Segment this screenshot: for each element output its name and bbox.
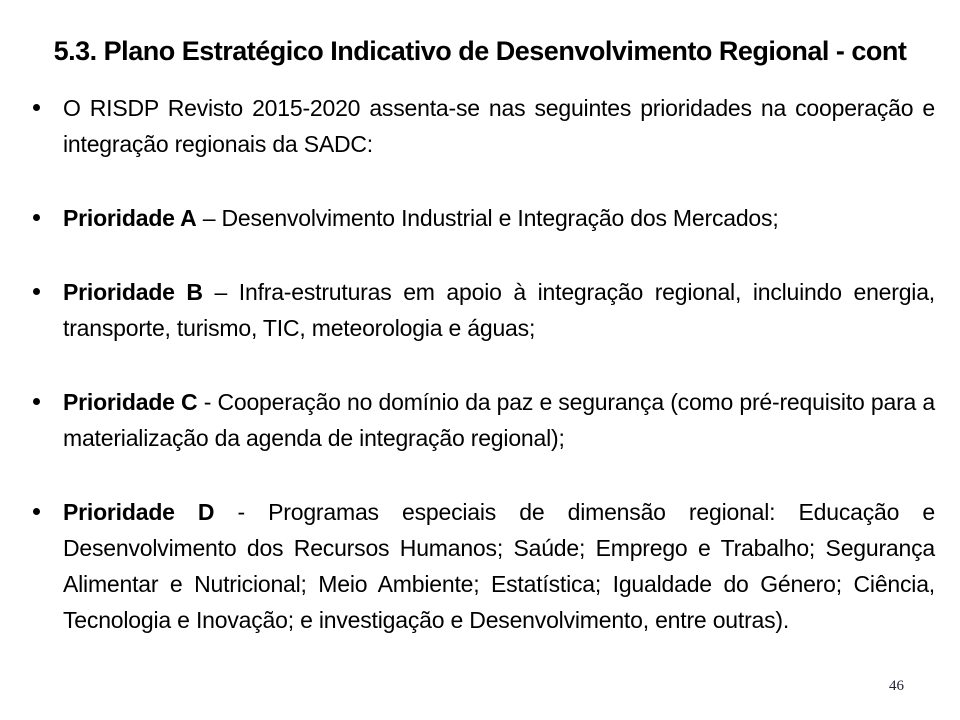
bullet-lead: Prioridade B (63, 279, 203, 305)
bullet-item-prioridade-a (30, 200, 935, 236)
bullet-text: - Programas especiais de dimensão regional: Educação e Desenvolvimento dos Recursos Humanos; Saúde; Emprego e Trabalho; Segurança Alimentar e Nutricional; Meio Ambiente; Estatística; Igualdade do Género; Ciência, Tecnologia e Inovação; e investigação e Desenvolvimento, entre outras). (63, 499, 935, 633)
bullet-text: – Infra-estruturas em apoio à integração regional, incluindo energia, transporte, turismo, TIC, meteorologia e águas; (63, 279, 935, 341)
bullet-icon (33, 288, 40, 295)
bullet-lead: Prioridade D (63, 499, 215, 525)
page-title: 5.3. Plano Estratégico Indicativo de Desenvolvimento Regional - cont (53, 36, 907, 66)
bullet-text: – Desenvolvimento Industrial e Integração dos Mercados; (196, 205, 779, 231)
bullet-icon (33, 508, 40, 515)
bullet-item-intro (30, 90, 935, 162)
page-number: 46 (889, 678, 904, 694)
bullet-icon (33, 214, 40, 221)
bullet-text: O RISDP Revisto 2015-2020 assenta-se nas seguintes prioridades na cooperação e integração regionais da SADC: (63, 95, 935, 157)
bullet-icon (33, 104, 40, 111)
bullet-list (30, 90, 935, 676)
bullet-item-prioridade-c (30, 384, 935, 456)
bullet-lead: Prioridade C (63, 389, 198, 415)
bullet-icon (33, 398, 40, 405)
bullet-lead: Prioridade A (63, 205, 197, 231)
bullet-text: - Cooperação no domínio da paz e segurança (como pré-requisito para a materialização da agenda de integração regional); (63, 389, 935, 451)
bullet-item-prioridade-b (30, 274, 935, 346)
bullet-item-prioridade-d (30, 494, 935, 638)
